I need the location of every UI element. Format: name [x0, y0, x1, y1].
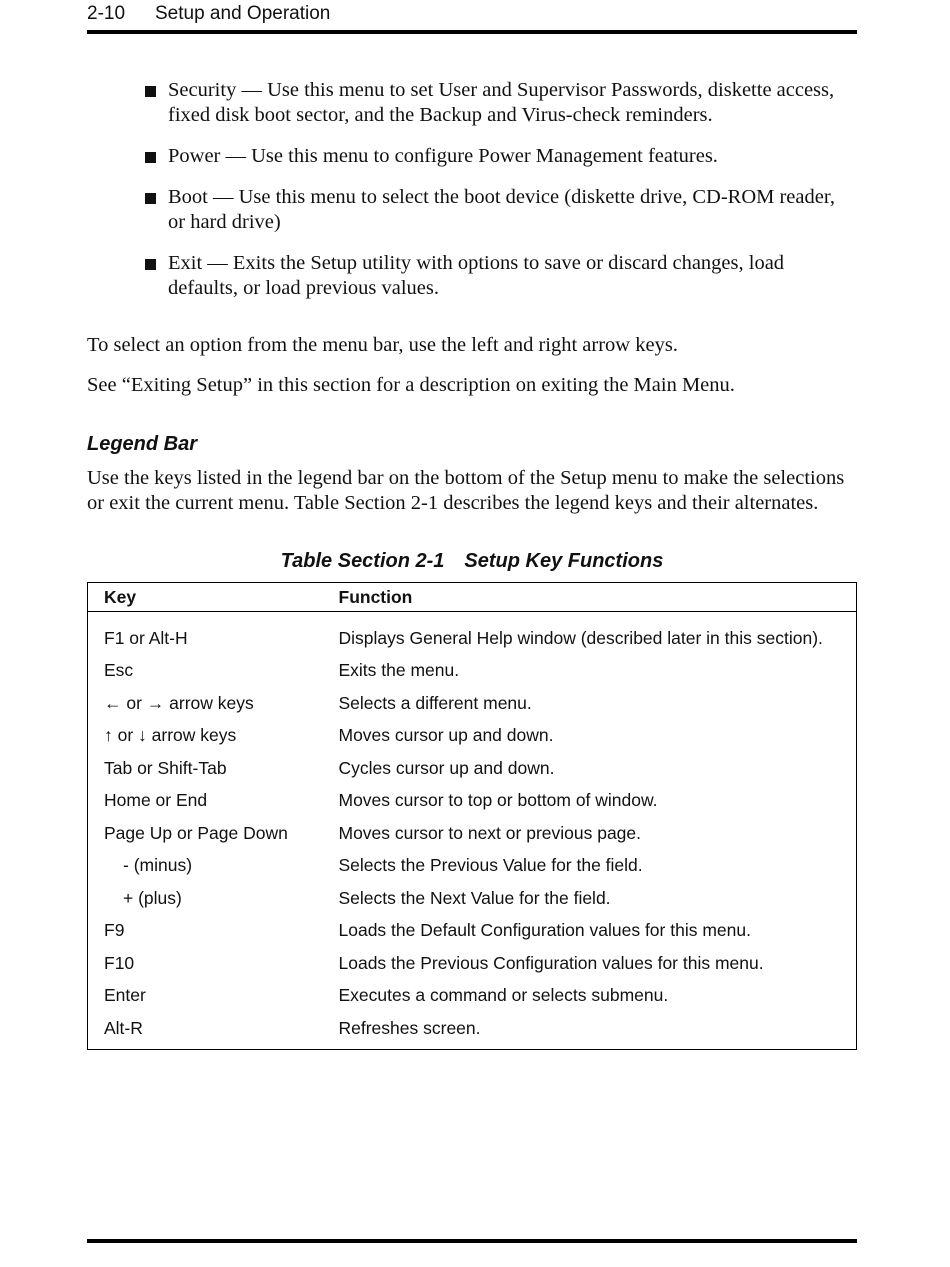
function-cell: Cycles cursor up and down. — [338, 757, 555, 778]
header-rule — [87, 30, 857, 34]
table-row — [88, 850, 857, 883]
key-cell: Enter — [104, 985, 146, 1006]
key-cell: ← or → arrow keys — [104, 692, 254, 713]
square-bullet-icon — [145, 86, 156, 97]
key-cell: Page Up or Page Down — [104, 822, 288, 843]
table-row — [88, 655, 857, 688]
table-row — [88, 817, 857, 850]
key-cell: F1 or Alt-H — [104, 627, 188, 648]
function-cell: Loads the Previous Configuration values for this menu. — [338, 952, 764, 973]
table-caption — [87, 549, 857, 573]
list-item-text: Exit — Exits the Setup utility with options to save or discard changes, load defaults, or load previous values. — [168, 252, 785, 299]
key-cell: Home or End — [104, 790, 208, 811]
table-row — [88, 980, 857, 1013]
legend-bar-paragraph: Use the keys listed in the legend bar on the bottom of the Setup menu to make the selections or exit the current menu. Table Section 2-1 describes the legend keys and their alternates. — [87, 467, 845, 514]
square-bullet-icon — [145, 152, 156, 163]
legend-bar-heading: Legend Bar — [87, 433, 198, 455]
page-content — [87, 78, 857, 1050]
key-cell: F10 — [104, 952, 135, 973]
table-row — [88, 882, 857, 915]
table-row — [88, 947, 857, 980]
square-bullet-icon — [145, 193, 156, 204]
footer-rule — [87, 1239, 857, 1243]
running-header — [87, 2, 857, 32]
function-cell: Loads the Default Configuration values for this menu. — [338, 920, 751, 941]
function-cell: Moves cursor to next or previous page. — [338, 822, 642, 843]
list-item — [87, 185, 857, 235]
table-row — [88, 752, 857, 785]
list-item — [87, 144, 857, 169]
table-row — [88, 720, 857, 753]
paragraph-see-exiting: See “Exiting Setup” in this section for a description on exiting the Main Menu. — [87, 374, 735, 396]
table-row — [88, 687, 857, 720]
table-caption-title: Setup Key Functions — [464, 550, 664, 572]
table-header-row — [88, 583, 857, 612]
key-cell: + (plus) — [123, 887, 182, 908]
list-item — [87, 78, 857, 128]
function-cell: Selects a different menu. — [338, 692, 532, 713]
list-item — [87, 251, 857, 301]
function-cell: Moves cursor to top or bottom of window. — [338, 790, 658, 811]
function-cell: Executes a command or selects submenu. — [338, 985, 669, 1006]
paragraph-select-option: To select an option from the menu bar, use the left and right arrow keys. — [87, 334, 678, 356]
list-item-text: Security — Use this menu to set User and Supervisor Passwords, diskette access, fixed disk boot sector, and the Backup and Virus-check reminders. — [168, 79, 835, 126]
key-cell: F9 — [104, 920, 125, 941]
key-cell: Alt-R — [104, 1017, 143, 1038]
table-row — [88, 612, 857, 655]
setup-key-functions-table — [87, 582, 857, 1050]
function-cell: Selects the Next Value for the field. — [338, 887, 611, 908]
list-item-text: Power — Use this menu to configure Power Management features. — [168, 145, 718, 167]
list-item-text: Boot — Use this menu to select the boot device (diskette drive, CD-ROM reader, or hard drive) — [168, 186, 835, 233]
table-caption-number: Table Section 2-1 — [280, 550, 445, 572]
function-cell: Displays General Help window (described later in this section). — [338, 627, 823, 648]
table-row — [88, 1012, 857, 1049]
square-bullet-icon — [145, 259, 156, 270]
column-header-function: Function — [325, 583, 857, 612]
column-header-key: Key — [88, 583, 325, 612]
function-cell: Refreshes screen. — [338, 1017, 481, 1038]
table-row — [88, 915, 857, 948]
table-row — [88, 785, 857, 818]
function-cell: Moves cursor up and down. — [338, 725, 554, 746]
key-cell: Esc — [104, 660, 134, 681]
function-cell: Selects the Previous Value for the field. — [338, 855, 643, 876]
page-number: 2-10 — [87, 3, 126, 24]
key-cell: Tab or Shift-Tab — [104, 757, 227, 778]
section-title: Setup and Operation — [155, 3, 331, 24]
key-cell: - (minus) — [123, 855, 193, 876]
key-cell: ↑ or ↓ arrow keys — [104, 725, 237, 746]
function-cell: Exits the menu. — [338, 660, 460, 681]
menu-description-list — [87, 78, 857, 301]
